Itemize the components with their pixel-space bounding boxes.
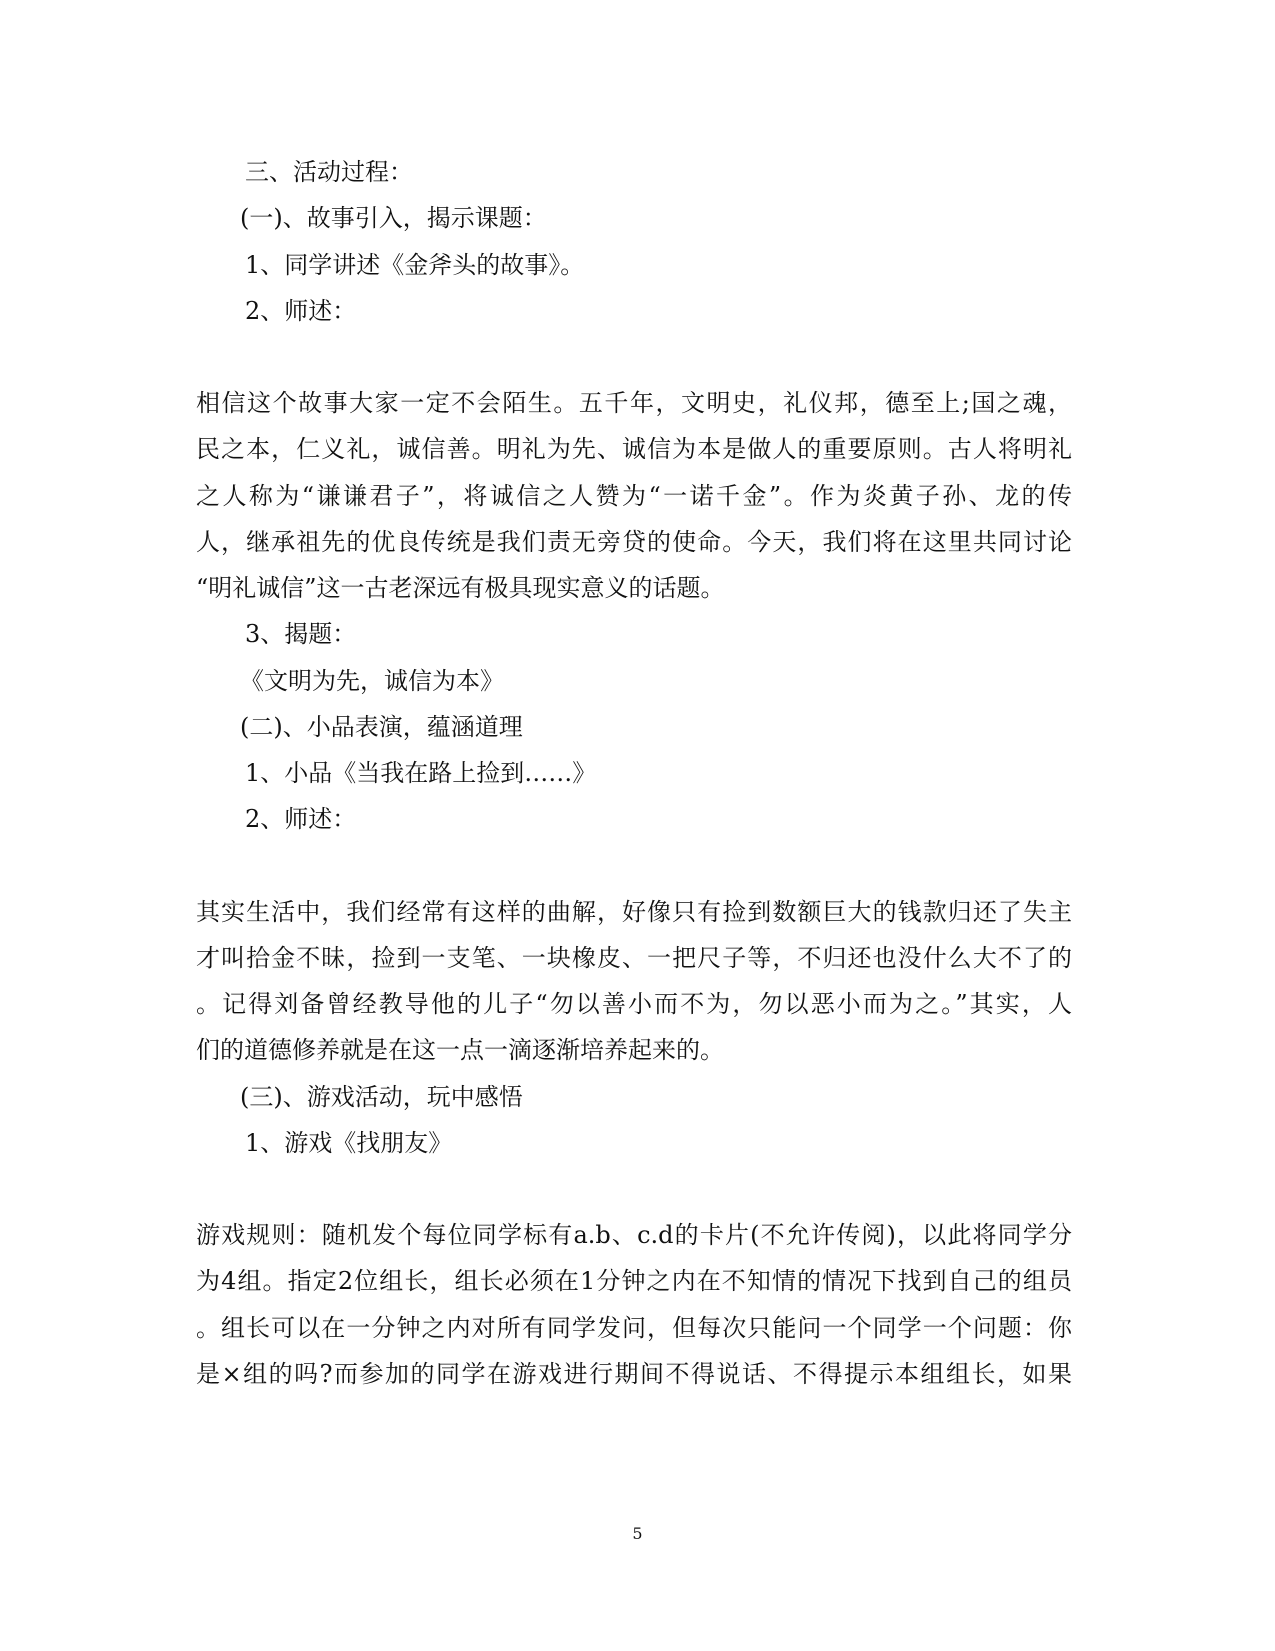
paragraph-line: 之人称为“谦谦君子”，将诚信之人赞为“一诺千金”。作为炎黄子孙、龙的传: [196, 482, 1072, 510]
part1-item3: 3、揭题：: [245, 620, 357, 648]
paragraph-line: “明礼诚信”这一古老深远有极具现实意义的话题。: [196, 574, 725, 602]
paragraph-line: 们的道德修养就是在这一点一滴逐渐培养起来的。: [196, 1036, 724, 1064]
part3-heading: (三)、游戏活动，玩中感悟: [240, 1083, 523, 1111]
paragraph-line: 其实生活中，我们经常有这样的曲解，好像只有捡到数额巨大的钱款归还了失主: [196, 898, 1072, 926]
paragraph-line: 民之本，仁义礼，诚信善。明礼为先、诚信为本是做人的重要原则。古人将明礼: [196, 435, 1072, 463]
paragraph-line: 才叫拾金不昧，捡到一支笔、一块橡皮、一把尺子等，不归还也没什么大不了的: [196, 944, 1072, 972]
paragraph-line: 游戏规则：随机发个每位同学标有a.b、c.d的卡片(不允许传阅)，以此将同学分: [196, 1221, 1072, 1249]
paragraph-line: 是×组的吗?而参加的同学在游戏进行期间不得说话、不得提示本组组长，如果: [196, 1360, 1072, 1388]
section-heading: 三、活动过程：: [245, 158, 413, 186]
part1-item2: 2、师述：: [245, 297, 357, 325]
paragraph-line: 人，继承祖先的优良传统是我们责无旁贷的使命。今天，我们将在这里共同讨论: [196, 528, 1072, 556]
part2-item2: 2、师述：: [245, 805, 357, 833]
part1-title: 《文明为先，诚信为本》: [240, 667, 504, 695]
paragraph-line: 。记得刘备曾经教导他的儿子“勿以善小而不为，勿以恶小而为之。”其实，人: [196, 990, 1072, 1018]
paragraph-line: 为4组。指定2位组长，组长必须在1分钟之内在不知情的情况下找到自己的组员: [196, 1267, 1072, 1295]
paragraph-line: 相信这个故事大家一定不会陌生。五千年，文明史，礼仪邦，德至上;国之魂，: [196, 389, 1072, 417]
part1-item1: 1、同学讲述《金斧头的故事》。: [245, 251, 585, 279]
part2-item1: 1、小品《当我在路上捡到……》: [245, 759, 597, 787]
part1-heading: (一)、故事引入，揭示课题：: [240, 204, 547, 232]
page-number: 5: [632, 1524, 643, 1543]
paragraph-line: 。组长可以在一分钟之内对所有同学发问，但每次只能问一个同学一个问题：你: [196, 1314, 1072, 1342]
part3-item1: 1、游戏《找朋友》: [245, 1129, 453, 1157]
part2-heading: (二)、小品表演，蕴涵道理: [240, 713, 523, 741]
